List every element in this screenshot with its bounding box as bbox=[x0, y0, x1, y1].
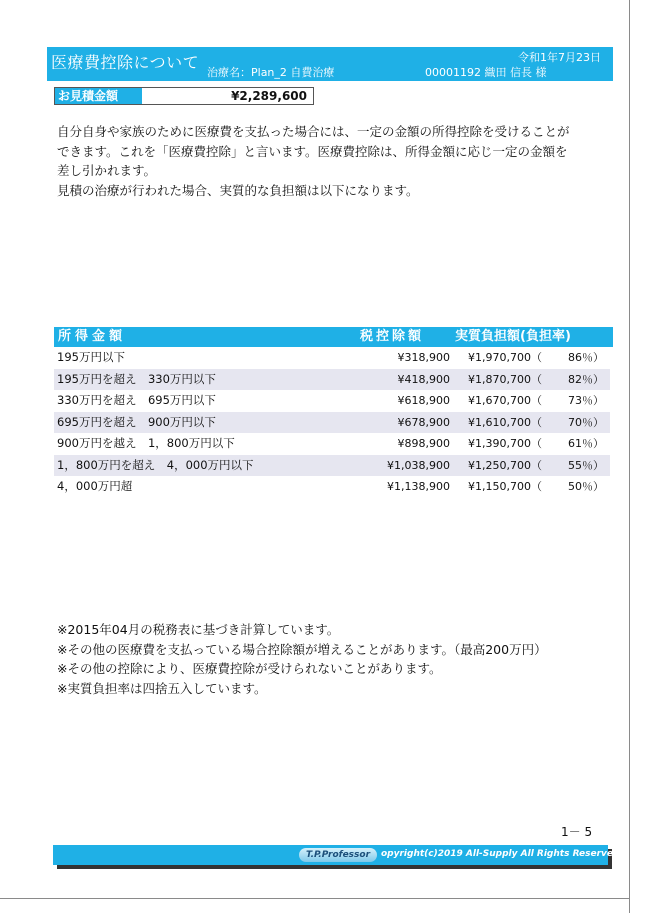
income-cell: 4，000万円超 bbox=[57, 479, 133, 493]
deduction-table bbox=[54, 327, 610, 498]
page-edge-right bbox=[629, 0, 630, 913]
deduction-cell: ¥418,900 bbox=[397, 372, 450, 386]
table-row bbox=[54, 476, 610, 498]
income-cell: 900万円を越え 1，800万円以下 bbox=[57, 436, 235, 450]
header-band bbox=[47, 47, 613, 81]
burden-cell: ¥1,390,700（ bbox=[468, 437, 542, 450]
deduction-cell: ¥1,038,900 bbox=[387, 458, 450, 472]
deduction-cell: ¥678,900 bbox=[397, 415, 450, 429]
note-line: ※その他の控除により、医療費控除が受けられないことがあります。 bbox=[57, 661, 442, 676]
rate-cell: 82％） bbox=[568, 372, 604, 386]
note-line: ※実質負担率は四捨五入しています。 bbox=[57, 680, 267, 696]
table-row bbox=[54, 455, 610, 477]
patient-name: 00001192 織田 信長 様 bbox=[425, 66, 547, 79]
estimate-label: お見積金額 bbox=[55, 88, 142, 104]
note-line: ※その他の医療費を支払っている場合控除額が増えることがあります。（最高200万円） bbox=[57, 641, 547, 657]
burden-cell: ¥1,610,700（ bbox=[468, 415, 542, 429]
table-row bbox=[54, 412, 610, 434]
intro-text bbox=[57, 122, 597, 200]
note-line: ※2015年04月の税務表に基づき計算しています。 bbox=[57, 622, 340, 637]
income-cell: 195万円を超え 330万円以下 bbox=[57, 371, 216, 386]
intro-line: 見積の治療が行われた場合、実質的な負担額は以下になります。 bbox=[57, 182, 419, 198]
table-header bbox=[54, 327, 610, 347]
estimate-box bbox=[54, 87, 314, 105]
page-number: 1－ 5 bbox=[561, 825, 593, 839]
intro-line: 差し引かれます。 bbox=[57, 163, 157, 178]
intro-line: できます。これを「医療費控除」と言います。医療費控除は、所得金額に応じ一定の金額を bbox=[57, 143, 568, 159]
brand-badge: T.P.Professor bbox=[299, 848, 377, 862]
rate-cell: 70％） bbox=[568, 415, 604, 429]
table-row bbox=[54, 369, 610, 391]
estimate-value: ¥2,289,600 bbox=[231, 89, 307, 103]
burden-cell: ¥1,870,700（ bbox=[468, 372, 542, 386]
deduction-cell: ¥898,900 bbox=[397, 437, 450, 450]
income-cell: 695万円を超え 900万円以下 bbox=[57, 414, 216, 429]
header-burden: 実質負担額(負担率) bbox=[452, 327, 613, 347]
deduction-cell: ¥318,900 bbox=[397, 351, 450, 364]
footer-band bbox=[53, 845, 623, 865]
rate-cell: 73％） bbox=[568, 394, 604, 407]
table-row bbox=[54, 433, 610, 455]
rate-cell: 61％） bbox=[568, 437, 604, 450]
burden-cell: ¥1,250,700（ bbox=[468, 458, 542, 472]
rate-cell: 86％） bbox=[568, 351, 604, 364]
page-title: 医療費控除について bbox=[51, 53, 200, 72]
header-deduction: 税控除額 bbox=[356, 327, 452, 347]
copyright-text: opyright(c)2019 All-Supply All Rights Reserved. bbox=[381, 849, 623, 859]
rate-cell: 50％） bbox=[568, 480, 604, 493]
deduction-cell: ¥1,138,900 bbox=[387, 480, 450, 493]
burden-cell: ¥1,150,700（ bbox=[468, 480, 542, 493]
deduction-cell: ¥618,900 bbox=[397, 394, 450, 407]
header-income: 所得金額 bbox=[54, 327, 356, 347]
notes bbox=[57, 620, 547, 698]
table-row bbox=[54, 390, 610, 412]
burden-cell: ¥1,670,700（ bbox=[468, 394, 542, 407]
page-edge-bottom bbox=[0, 898, 630, 899]
burden-cell: ¥1,970,700（ bbox=[468, 351, 542, 364]
table-row bbox=[54, 347, 610, 369]
document-date: 令和1年7月23日 bbox=[518, 51, 601, 64]
treatment-name: 治療名：Plan_2 自費治療 bbox=[207, 66, 335, 79]
income-cell: 330万円を超え 695万円以下 bbox=[57, 393, 216, 407]
intro-line: 自分自身や家族のために医療費を支払った場合には、一定の金額の所得控除を受けることが bbox=[57, 124, 570, 139]
income-cell: 1，800万円を超え 4，000万円以下 bbox=[57, 457, 254, 472]
income-cell: 195万円以下 bbox=[57, 350, 125, 364]
rate-cell: 55％） bbox=[568, 458, 604, 472]
